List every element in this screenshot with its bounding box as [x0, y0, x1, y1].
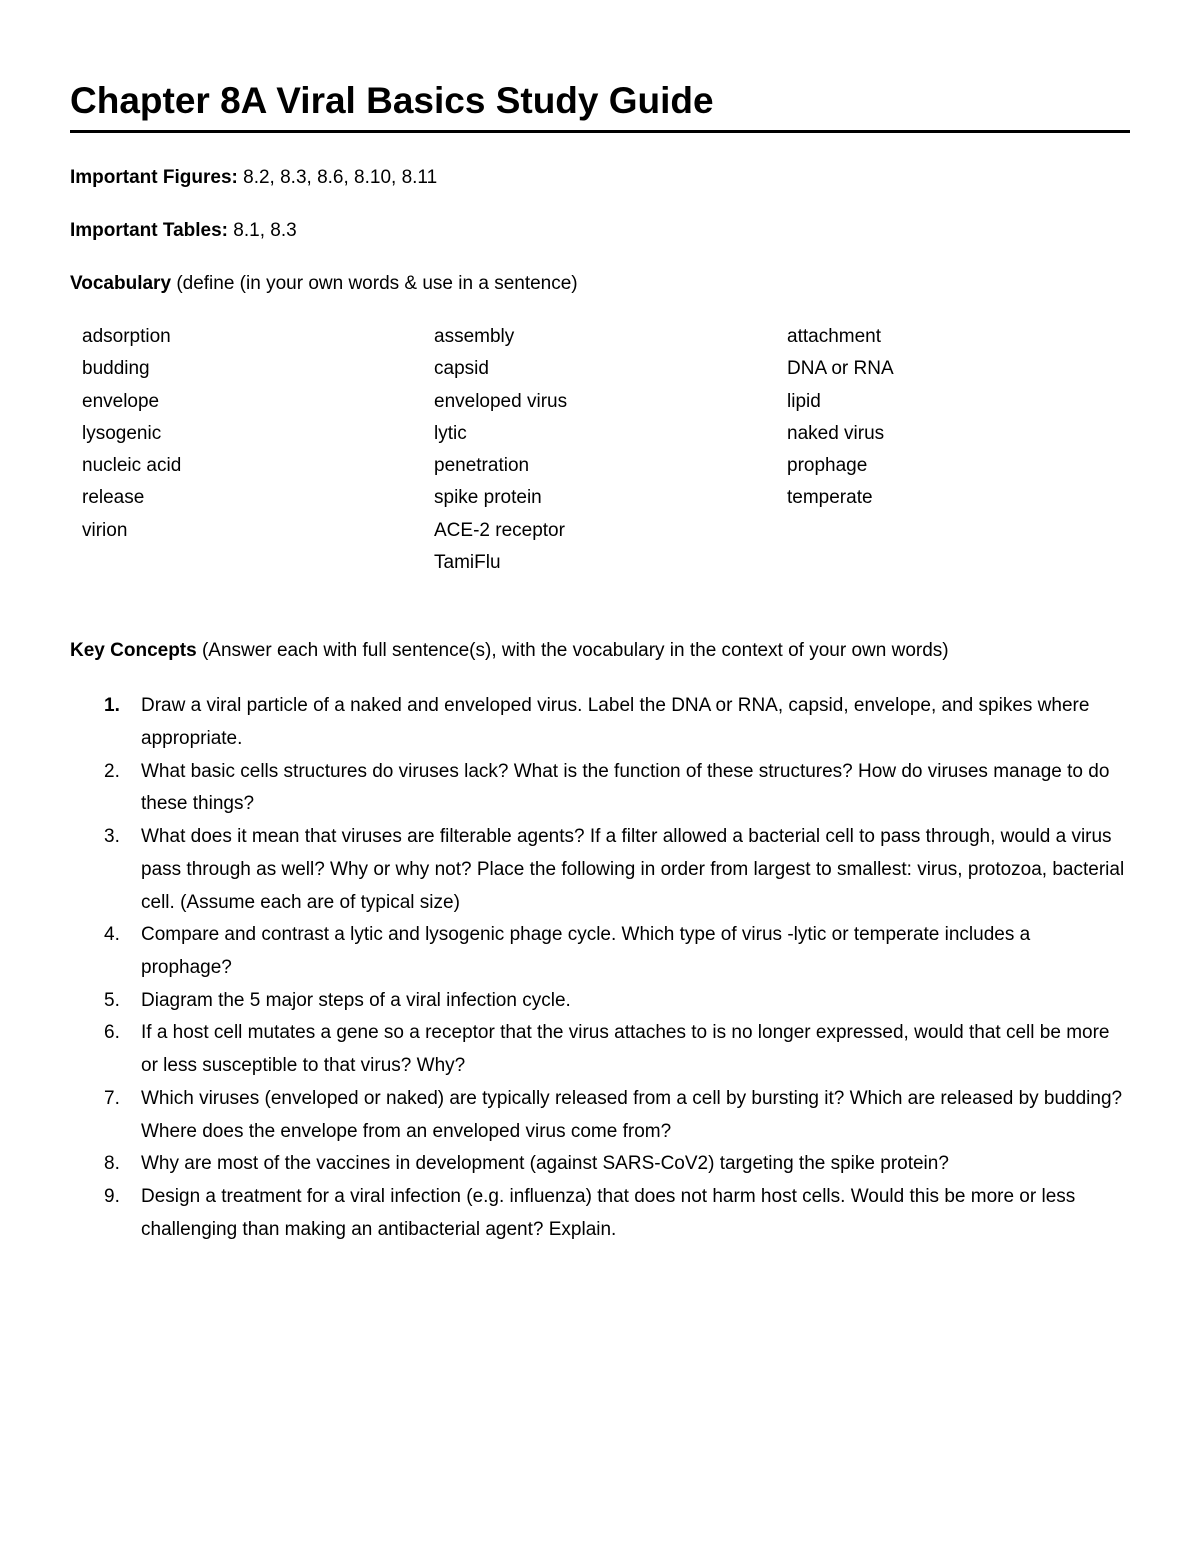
- vocabulary-list: [82, 324, 1130, 582]
- concept-text: What basic cells structures do viruses lack? What is the function of these structures? How do viruses manage to do these things?: [141, 760, 1110, 815]
- key-concepts-list: [70, 690, 1130, 1246]
- important-figures-label: Important Figures:: [70, 167, 238, 188]
- vocab-term: enveloped virus: [434, 390, 568, 412]
- concept-item: [70, 1181, 1125, 1246]
- vocab-term: lytic: [434, 422, 467, 444]
- concept-number: 4.: [104, 924, 120, 946]
- concept-number: 5.: [104, 989, 120, 1011]
- vocab-term: DNA or RNA: [787, 358, 894, 380]
- vocab-empty-cell: [787, 518, 1087, 550]
- vocab-term: lysogenic: [82, 422, 162, 444]
- vocab-term: assembly: [434, 326, 515, 347]
- vocab-term: prophage: [787, 455, 868, 477]
- vocab-term: envelope: [82, 390, 160, 412]
- concept-text: Draw a viral particle of a naked and enveloped virus. Label the DNA or RNA, capsid, envelope, and spikes where appropriate.: [141, 695, 1090, 750]
- concept-number: 3.: [104, 826, 120, 848]
- vocab-term: budding: [82, 358, 150, 380]
- vocabulary-instruction: (define (in your own words & use in a sentence): [176, 273, 578, 294]
- concept-item: [70, 985, 1125, 1018]
- concept-number: 7.: [104, 1087, 120, 1109]
- concept-text: Design a treatment for a viral infection (e.g. influenza) that does not harm host cells. Would this be more or less challenging than making an antibacterial agent? Explain.: [141, 1185, 1076, 1240]
- concept-number: 9.: [104, 1185, 120, 1207]
- important-figures-value: 8.2, 8.3, 8.6, 8.10, 8.11: [243, 167, 438, 188]
- important-tables-label: Important Tables:: [70, 220, 228, 241]
- key-concepts-instruction: (Answer each with full sentence(s), with the vocabulary in the context of your own words): [201, 640, 949, 662]
- vocab-term: spike protein: [434, 487, 542, 509]
- concept-text: Why are most of the vaccines in development (against SARS-CoV2) targeting the spike protein?: [141, 1153, 949, 1175]
- vocab-term: nucleic acid: [82, 455, 182, 477]
- concept-text: What does it mean that viruses are filterable agents? If a filter allowed a bacterial cell to pass through, would a virus pass through as well? Why or why not? Place the following in order from largest to smallest: virus, protozoa, bacterial cell. (Assume each are of typical size): [141, 826, 1125, 913]
- vocab-term: temperate: [787, 487, 873, 509]
- document-page: [70, 78, 1130, 1246]
- vocabulary-label: Vocabulary: [70, 273, 172, 294]
- concept-item: [70, 821, 1125, 919]
- vocab-term: release: [82, 487, 145, 509]
- vocab-term: penetration: [434, 455, 530, 477]
- concept-item: [70, 756, 1125, 821]
- concept-text: Diagram the 5 major steps of a viral infection cycle.: [141, 989, 571, 1011]
- concept-item: [70, 919, 1125, 984]
- concept-text: Which viruses (enveloped or naked) are typically released from a cell by bursting it? Which are released by budding? Where does the envelope from an enveloped virus come from?: [141, 1087, 1123, 1142]
- key-concepts-label: Key Concepts: [70, 640, 197, 662]
- concept-item: [70, 1017, 1125, 1082]
- vocab-term: ACE-2 receptor: [434, 519, 565, 541]
- concept-number: 8.: [104, 1153, 120, 1175]
- concept-number: 1.: [104, 695, 120, 717]
- key-concepts-heading: [70, 638, 1130, 664]
- concept-item: [70, 1148, 1125, 1181]
- concept-item: [70, 690, 1125, 755]
- vocab-term: virion: [82, 519, 128, 541]
- important-figures: [70, 165, 1130, 191]
- vocab-term: TamiFlu: [434, 552, 501, 574]
- vocab-term: attachment: [787, 326, 881, 347]
- concept-text: Compare and contrast a lytic and lysogenic phage cycle. Which type of virus -lytic or temperate includes a prophage?: [141, 924, 1031, 978]
- page-title: Chapter 8A Viral Basics Study Guide: [70, 78, 1130, 133]
- concept-item: [70, 1083, 1125, 1148]
- concept-number: 2.: [104, 760, 120, 782]
- vocab-term: adsorption: [82, 326, 171, 347]
- vocab-term: lipid: [787, 390, 821, 412]
- concept-number: 6.: [104, 1022, 120, 1044]
- vocab-term: naked virus: [787, 422, 885, 444]
- vocab-empty-cell: [787, 550, 1087, 582]
- vocab-term: capsid: [434, 358, 489, 380]
- concept-text: If a host cell mutates a gene so a receptor that the virus attaches to is no longer expressed, would that cell be more or less susceptible to that virus? Why?: [141, 1022, 1110, 1077]
- important-tables: [70, 218, 1130, 244]
- vocabulary-heading: [70, 271, 1130, 297]
- vocab-empty-cell: [82, 550, 434, 582]
- important-tables-value: 8.1, 8.3: [233, 220, 297, 241]
